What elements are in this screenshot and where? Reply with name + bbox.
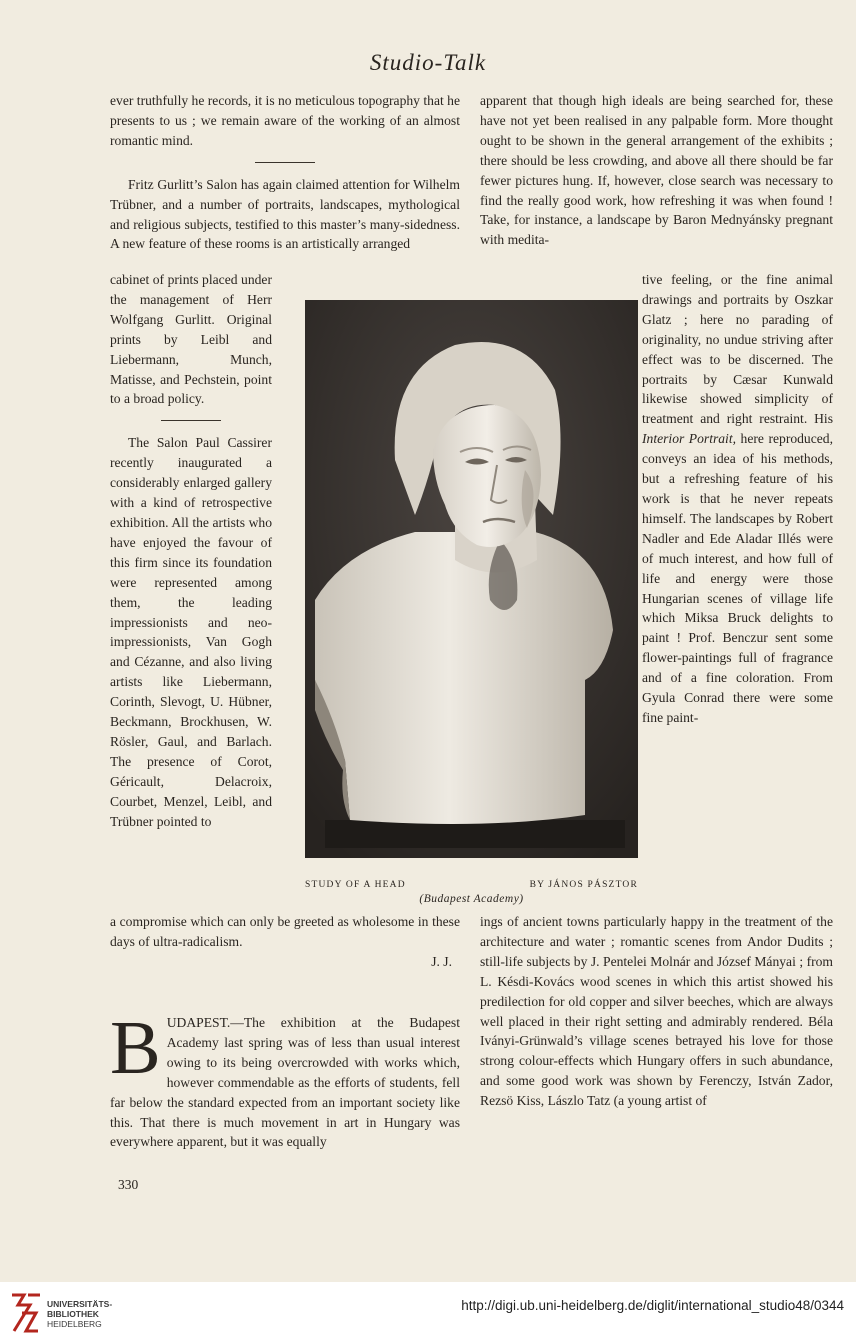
caption-artist: BY JÁNOS PÁSZTOR [529, 880, 638, 890]
paragraph-gurlitt-salon: Fritz Gurlitt’s Salon has again claimed attention for Wilhelm Trübner, and a number of portraits, landscapes, mythological and religious subjects, testified to this master’s many-sidedness. A new feature of these rooms is an artistically arranged [110, 176, 460, 252]
university-library-logo-icon [8, 1291, 42, 1335]
library-name-line: BIBLIOTHEK [47, 1309, 99, 1319]
right-column-bottom [480, 912, 833, 1111]
section-divider [255, 162, 315, 163]
drop-cap: B [110, 1006, 161, 1090]
right-column-narrow [642, 270, 833, 728]
bust-sculpture-illustration [305, 300, 638, 858]
left-column-bottom [110, 912, 460, 972]
library-name [47, 1299, 112, 1329]
budapest-section [110, 1006, 460, 1152]
right-column-top [480, 91, 833, 250]
left-column-top [110, 91, 460, 254]
paragraph-painters-list: ings of ancient towns particularly happy in the treatment of the architecture and water ; romantic scenes from Andor Dudits ; still-life subjects by J. Pentelei Molnár and József Mányai ; from L. Késdi-Kovács wood scenes in which this artist showed his predilection for old copper and silver beeches, which are always well placed in their right setting and admirably rendered. Béla Iványi-Grünwald’s village scenes betrayed his love for those strong colour-effects which Hungary offers in such abundance, and some good work was shown by Ferenczy, István Zador, Rezsö Kiss, Lászlo Tatz (a young artist of [480, 914, 833, 1109]
text-run: UDAPEST.—The exhibition at the Budapest Academy last spring was of less than usual interest owing to its being overcrowded with works which, however commendable as the efforts of students, fell far below the standard expected from an important society like this. That there is much movement in art in Hungary was everywhere apparent, but it was equally [110, 1015, 460, 1150]
permalink-url[interactable]: http://digi.ub.uni-heidelberg.de/diglit/international_studio48/0344 [461, 1298, 844, 1313]
bust-torso [315, 532, 613, 824]
plinth [325, 820, 625, 848]
paragraph-gurlitt-prints: cabinet of prints placed under the management of Herr Wolfgang Gurlitt. Original prints by Leibl and Liebermann, Munch, Matisse, and Pechstein, point to a broad policy. [110, 272, 272, 407]
caption-source: (Budapest Academy) [419, 893, 524, 905]
paragraph-hungarian-artists [642, 270, 833, 728]
paragraph-budapest-continued: apparent that though high ideals are being searched for, these have not yet been realised in any palpable form. More thought ought to be shown in the general arrangement of the exhibits ; there should be less crowding, and above all there should be far fewer pictures hung. If, however, close search was necessary to find the really good work, how refreshing it was when found ! Take, for instance, a landscape by Baron Mednyánsky pregnant with medita- [480, 93, 833, 248]
caption-title: STUDY OF A HEAD [305, 880, 406, 890]
paragraph-cassirer-salon: The Salon Paul Cassirer recently inaugurated a considerably enlarged gallery with a kind of retrospective exhibition. All the artists who have enjoyed the favour of this firm since its foundation were represented among them, the leading impressionists and neo-impressionists, Van Gogh and Cézanne, and also living artists like Liebermann, Corinth, Slevogt, U. Hübner, Beckmann, Brockhusen, W. Rösler, Gaul, and Barlach. The presence of Corot, Géricault, Delacroix, Courbet, Menzel, Leibl, and Trübner pointed to [110, 435, 272, 829]
paragraph-drawing-end: ever truthfully he records, it is no meticulous topography that he presents to us ; we remain aware of the working of an almost romantic mind. [110, 93, 460, 148]
author-signature: J. J. [431, 953, 452, 969]
left-column-narrow [110, 270, 272, 831]
text-run: here reproduced, conveys an idea of his methods, but a refreshing feature of his work is that he never repeats himself. The landscapes by Robert Nadler and Ede Aladar Illés were of much interest, and how full of life and energy were those Hungarian scenes of village life which Miksa Bruck delights to paint ! Prof. Benczur sent some flower-paintings full of fragrance and of a fine coloration. From Gyula Conrad there were some fine paint- [642, 431, 833, 725]
page-number: 330 [118, 1177, 139, 1192]
paragraph-cassirer-end: a compromise which can only be greeted as wholesome in these days of ultra-radicalism. [110, 914, 460, 949]
section-divider [161, 420, 221, 421]
paragraph-budapest [110, 1006, 460, 1152]
library-name-line: HEIDELBERG [47, 1319, 102, 1329]
digitization-footer [0, 1282, 856, 1344]
library-name-line: UNIVERSITÄTS- [47, 1299, 113, 1309]
text-run: tive feeling, or the fine animal drawings and portraits by Oszkar Glatz ; here no parading of originality, no undue striving after effect was to be discerned. The portraits by Cæsar Kunwald likewise showed simplicity of treatment and right restraint. His [642, 272, 833, 427]
running-header: Studio-Talk [369, 50, 487, 75]
bust-photograph [305, 300, 638, 858]
artwork-title: Interior Portrait, [642, 431, 737, 447]
